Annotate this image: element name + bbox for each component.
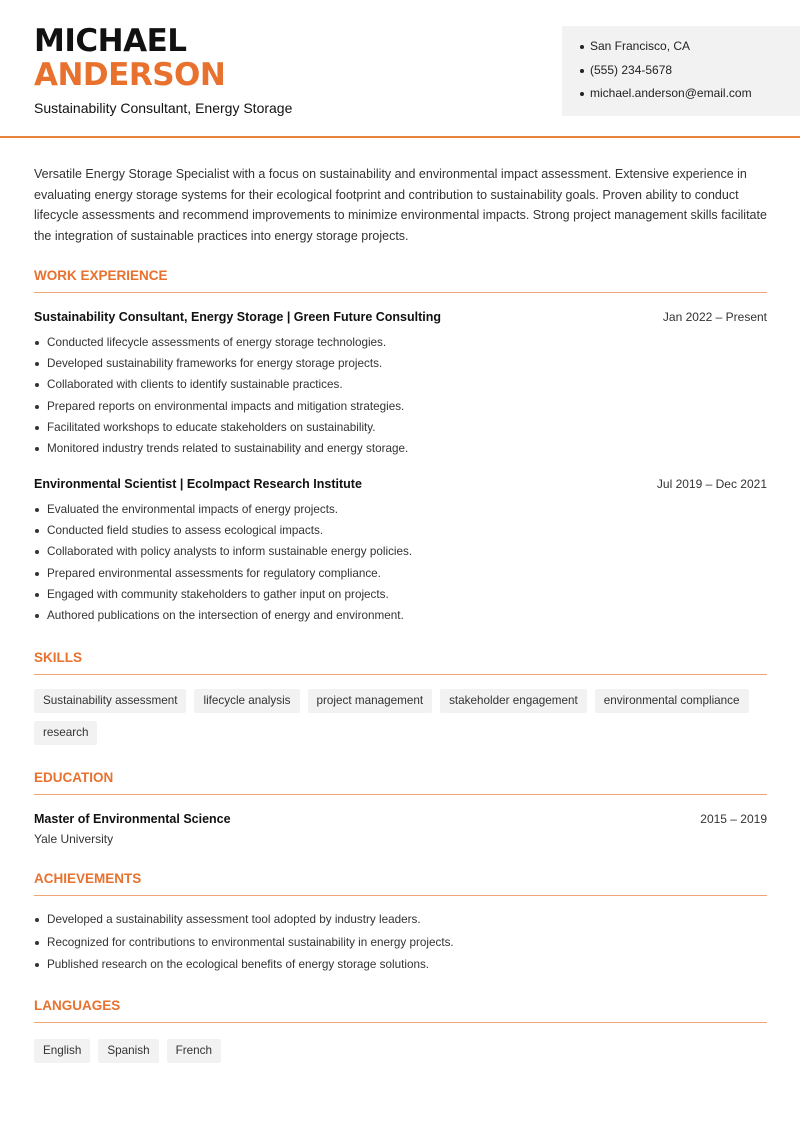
list-item: Collaborated with clients to identify sustainable practices. (34, 377, 408, 398)
contact-phone: (555) 234-5678 (580, 62, 800, 86)
list-item: Collaborated with policy analysts to inform sustainable energy policies. (34, 544, 412, 565)
job-date-1: Jan 2022 – Present (662, 310, 767, 324)
list-item: Facilitated workshops to educate stakeholders on sustainability. (34, 420, 408, 441)
first-name: MICHAEL (34, 23, 187, 59)
skill-tag: research (34, 721, 97, 745)
section-heading-education: EDUCATION (34, 770, 767, 795)
list-item: Prepared reports on environmental impacts and mitigation strategies. (34, 399, 408, 420)
job-date-2: Jul 2019 – Dec 2021 (656, 477, 767, 491)
contact-email[interactable]: michael.anderson@email.com (580, 85, 800, 109)
last-name: ANDERSON (34, 57, 226, 93)
list-item: Authored publications on the intersection of energy and environment. (34, 608, 412, 629)
list-item: Monitored industry trends related to sustainability and energy storage. (34, 441, 408, 462)
skill-tag: project management (308, 689, 433, 713)
job-bullets-2 (34, 502, 412, 629)
skill-tag: lifecycle analysis (194, 689, 299, 713)
education-school: Yale University (34, 832, 114, 846)
languages-list (34, 1039, 774, 1063)
language-tag: Spanish (98, 1039, 158, 1063)
skill-tag: Sustainability assessment (34, 689, 186, 713)
job-title-2: Environmental Scientist | EcoImpact Research Institute (34, 477, 362, 491)
list-item: Evaluated the environmental impacts of energy projects. (34, 502, 412, 523)
skill-tag: environmental compliance (595, 689, 749, 713)
skill-tag: stakeholder engagement (440, 689, 587, 713)
contact-box (562, 26, 800, 116)
job-title-headline: Sustainability Consultant, Energy Storage (34, 100, 293, 116)
language-tag: English (34, 1039, 90, 1063)
section-heading-skills: SKILLS (34, 650, 767, 675)
job-title-1: Sustainability Consultant, Energy Storage | Green Future Consulting (34, 310, 442, 324)
section-heading-work: WORK EXPERIENCE (34, 268, 767, 293)
education-date: 2015 – 2019 (700, 812, 767, 826)
list-item: Recognized for contributions to environmental sustainability in energy projects. (34, 935, 454, 958)
resume-header (0, 0, 800, 138)
list-item: Prepared environmental assessments for regulatory compliance. (34, 566, 412, 587)
list-item: Engaged with community stakeholders to gather input on projects. (34, 587, 412, 608)
list-item: Conducted lifecycle assessments of energy storage technologies. (34, 335, 408, 356)
summary-paragraph: Versatile Energy Storage Specialist with a focus on sustainability and environmental impact assessment. Extensive experience in evaluating energy storage systems for their ecological footprint and contribution to sustainability goals. Proven ability to conduct lifecycle assessments and recommend improvements to minimize environmental impacts. Strong project management skills facilitate the integration of sustainable practices into energy storage projects. (34, 167, 767, 243)
job-bullets-1 (34, 335, 408, 462)
education-degree: Master of Environmental Science (34, 812, 231, 826)
candidate-name (34, 24, 225, 92)
contact-location: San Francisco, CA (580, 38, 800, 62)
section-heading-languages: LANGUAGES (34, 998, 767, 1023)
list-item: Published research on the ecological benefits of energy storage solutions. (34, 957, 454, 980)
language-tag: French (167, 1039, 221, 1063)
section-heading-achievements: ACHIEVEMENTS (34, 871, 767, 896)
list-item: Developed a sustainability assessment tool adopted by industry leaders. (34, 912, 454, 935)
list-item: Developed sustainability frameworks for energy storage projects. (34, 356, 408, 377)
skills-list (34, 689, 774, 745)
achievements-list (34, 912, 454, 980)
list-item: Conducted field studies to assess ecological impacts. (34, 523, 412, 544)
